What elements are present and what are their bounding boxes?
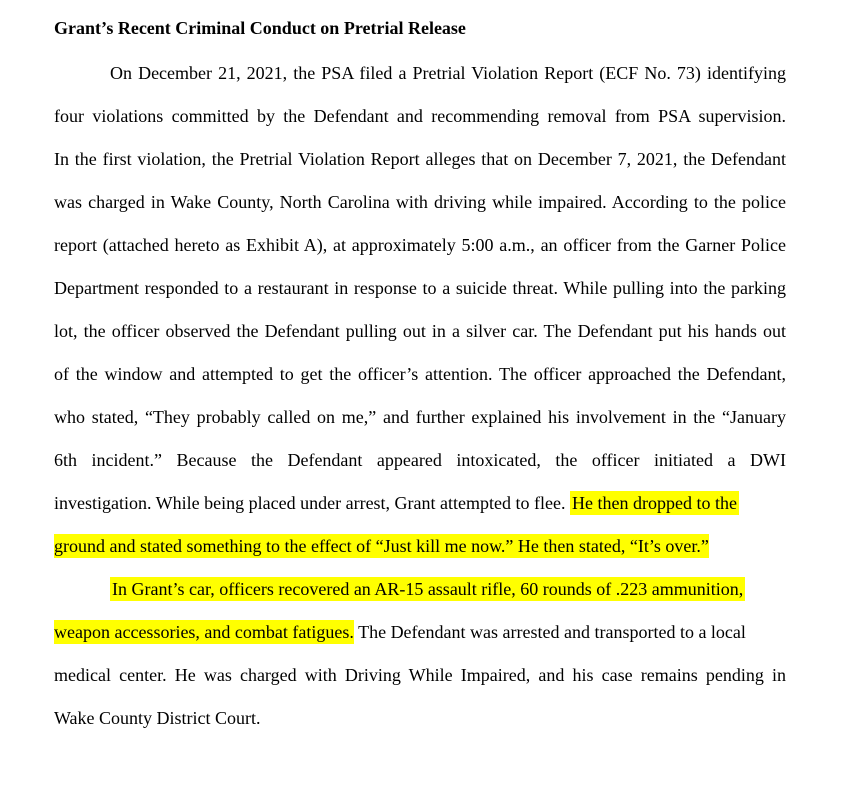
paragraph-2-line-3: medical center. He was charged with Driving While Impaired, and his case remains pending in <box>54 665 786 685</box>
paragraph-1-line-12 <box>54 534 786 558</box>
paragraph-2-line-4: Wake County District Court. <box>54 708 261 728</box>
paragraph-2-line-1 <box>110 577 786 601</box>
highlighted-text-2: ground and stated something to the effect of “Just kill me now.” He then stated, “It’s over.” <box>54 536 709 556</box>
paragraph-1-line-6: Department responded to a restaurant in response to a suicide threat. While pulling into the parking <box>54 278 786 298</box>
paragraph-1-line-9: who stated, “They probably called on me,” and further explained his involvement in the “January <box>54 407 786 427</box>
paragraph-1-line-3: In the first violation, the Pretrial Violation Report alleges that on December 7, 2021, the Defendant <box>54 149 786 169</box>
paragraph-1-line-10: 6th incident.” Because the Defendant appeared intoxicated, the officer initiated a DWI <box>54 450 786 470</box>
paragraph-1-line-5: report (attached hereto as Exhibit A), at approximately 5:00 a.m., an officer from the Garner Police <box>54 235 786 255</box>
paragraph-2-line-2 <box>54 620 786 644</box>
paragraph-1-line-1: On December 21, 2021, the PSA filed a Pretrial Violation Report (ECF No. 73) identifying <box>110 63 786 83</box>
paragraph-1-line-8: of the window and attempted to get the officer’s attention. The officer approached the Defendant, <box>54 364 786 384</box>
section-heading: Grant’s Recent Criminal Conduct on Pretrial Release <box>54 18 466 38</box>
paragraph-1-line-11 <box>54 491 786 515</box>
paragraph-1-line-4: was charged in Wake County, North Carolina with driving while impaired. According to the police <box>54 192 786 212</box>
highlighted-text-1: He then dropped to the <box>572 493 737 513</box>
line-11-plain-text: investigation. While being placed under arrest, Grant attempted to flee. <box>54 493 566 513</box>
highlighted-text-4: weapon accessories, and combat fatigues. <box>54 622 354 642</box>
paragraph-1-line-7: lot, the officer observed the Defendant pulling out in a silver car. The Defendant put his hands out <box>54 321 786 341</box>
highlighted-text-3: In Grant’s car, officers recovered an AR-15 assault rifle, 60 rounds of .223 ammunition, <box>112 579 744 599</box>
line-2-plain-text: The Defendant was arrested and transported to a local <box>358 622 746 642</box>
paragraph-1-line-2: four violations committed by the Defendant and recommending removal from PSA supervision. <box>54 106 786 126</box>
